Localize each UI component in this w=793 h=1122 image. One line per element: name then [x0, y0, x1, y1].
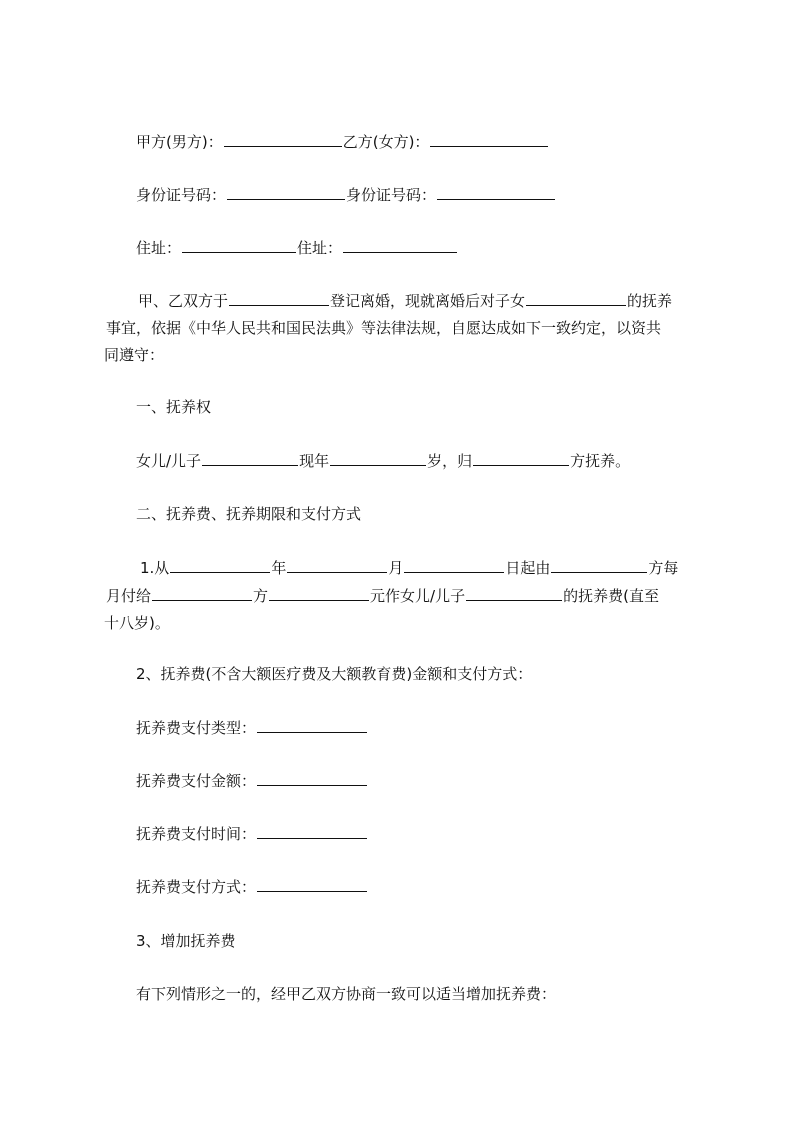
party-a-address-blank[interactable] [182, 234, 296, 253]
item1-text-h: 元作女儿/儿子 [370, 587, 466, 605]
section-2-item-2-heading: 2、抚养费(不含大额医疗费及大额教育费)金额和支付方式： [136, 665, 533, 683]
payment-type-label: 抚养费支付类型： [136, 719, 257, 737]
item1-text-c: 月 [388, 559, 404, 577]
item1-text-a: 1.从 [140, 559, 170, 577]
payment-time-blank[interactable] [257, 820, 367, 839]
id-number-line [136, 181, 556, 209]
payment-time-line [136, 820, 368, 848]
custody-text-1: 女儿/儿子 [136, 452, 202, 470]
marriage-date-blank[interactable] [229, 287, 329, 306]
item1-text-g: 方 [253, 587, 269, 605]
party-a-id-blank[interactable] [227, 181, 345, 200]
party-a-label: 甲方(男方)： [136, 133, 223, 151]
start-month-blank[interactable] [287, 554, 387, 573]
section-2-item-3-heading: 3、增加抚养费 [136, 932, 236, 950]
intro-text-3: 的抚养 [627, 292, 673, 310]
custody-text-4: 方抚养。 [570, 452, 631, 470]
party-b-address-blank[interactable] [343, 234, 457, 253]
party-a-address-label: 住址： [136, 239, 182, 257]
payment-amount-line [136, 767, 368, 795]
section-2-item-1 [104, 554, 704, 637]
payment-amount-label: 抚养费支付金额： [136, 772, 257, 790]
payment-type-line [136, 714, 368, 742]
intro-line-2: 事宜，依据《中华人民共和国民法典》等法律法规，自愿达成如下一致约定，以资共 [106, 319, 662, 337]
custody-party-blank[interactable] [473, 447, 569, 466]
payee-party-blank[interactable] [152, 582, 252, 601]
child-name-blank[interactable] [526, 287, 626, 306]
payment-time-label: 抚养费支付时间： [136, 825, 257, 843]
child-name-custody-blank[interactable] [202, 447, 298, 466]
intro-text-1: 甲、乙双方于 [138, 292, 229, 310]
child-age-blank[interactable] [330, 447, 426, 466]
intro-text-2: 登记离婚，现就离婚后对子女 [330, 292, 526, 310]
party-b-name-blank[interactable] [430, 128, 548, 147]
payment-amount-blank[interactable] [257, 767, 367, 786]
party-names-line [136, 128, 549, 156]
child-name-support-blank[interactable] [466, 582, 562, 601]
section-2-item-3-text: 有下列情形之一的，经甲乙双方协商一致可以适当增加抚养费： [136, 985, 557, 1003]
party-b-id-label: 身份证号码： [346, 186, 437, 204]
address-line [136, 234, 458, 262]
party-a-name-blank[interactable] [224, 128, 342, 147]
section-1-heading: 一、抚养权 [136, 398, 212, 416]
party-b-address-label: 住址： [297, 239, 343, 257]
start-year-blank[interactable] [170, 554, 270, 573]
party-b-label: 乙方(女方)： [342, 133, 430, 151]
intro-paragraph [104, 287, 704, 369]
custody-line [136, 447, 630, 475]
item1-text-e: 方每 [648, 559, 679, 577]
payment-method-label: 抚养费支付方式： [136, 878, 257, 896]
payment-method-line [136, 873, 368, 901]
item1-text-i: 的抚养费(直至 [563, 587, 659, 605]
intro-line-3: 同遵守： [104, 346, 165, 364]
custody-text-3: 岁，归 [427, 452, 473, 470]
party-b-id-blank[interactable] [437, 181, 555, 200]
monthly-amount-blank[interactable] [269, 582, 369, 601]
item1-text-d: 日起由 [505, 559, 551, 577]
payment-method-blank[interactable] [257, 873, 367, 892]
party-a-id-label: 身份证号码： [136, 186, 227, 204]
item1-text-b: 年 [271, 559, 287, 577]
item1-text-f: 月付给 [106, 587, 152, 605]
section-2-heading: 二、抚养费、抚养期限和支付方式 [136, 505, 362, 523]
item1-text-j: 十八岁)。 [104, 614, 170, 632]
payment-type-blank[interactable] [257, 714, 367, 733]
custody-text-2: 现年 [299, 452, 330, 470]
payer-party-blank[interactable] [551, 554, 647, 573]
start-day-blank[interactable] [404, 554, 504, 573]
